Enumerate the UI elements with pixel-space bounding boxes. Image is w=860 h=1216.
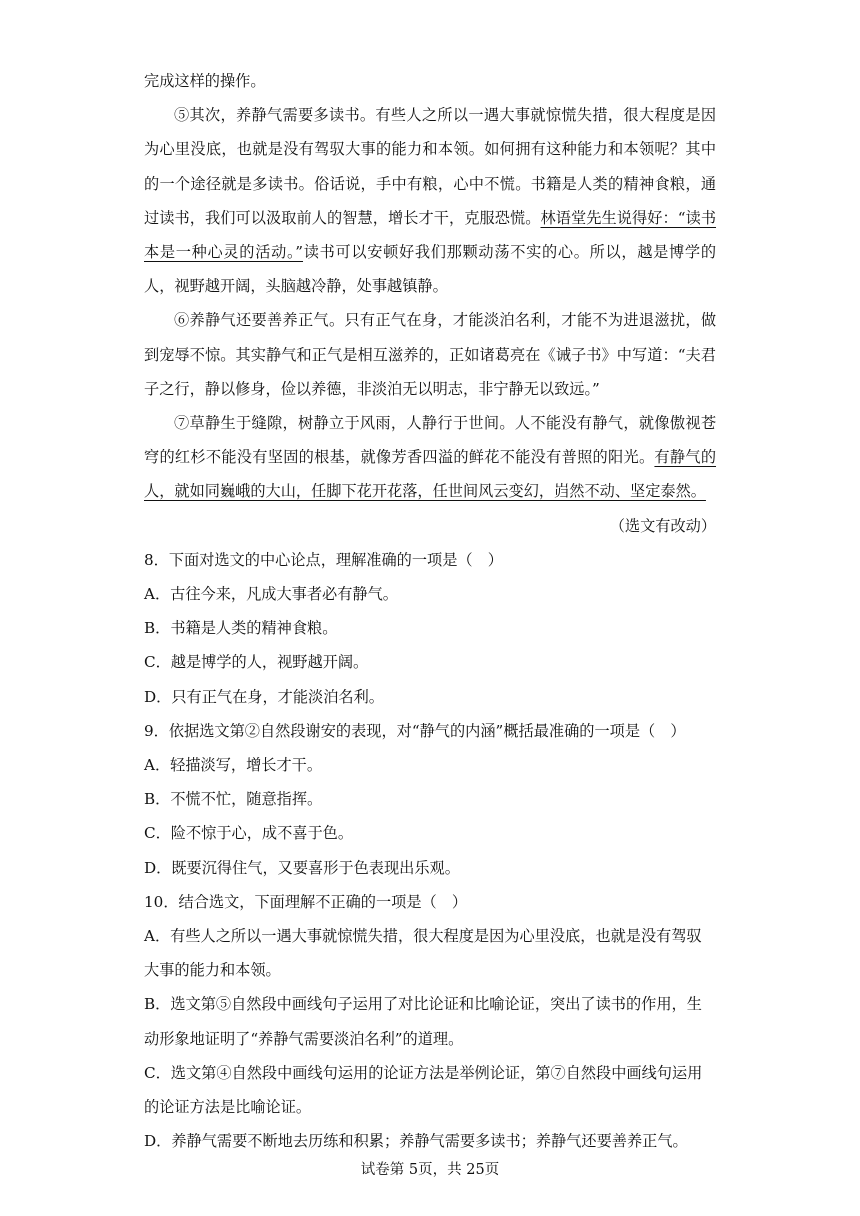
page-footer: 试卷第 5页，共 25页 bbox=[360, 1162, 500, 1178]
continued-line: 完成这样的操作。 bbox=[144, 72, 266, 90]
question-9 bbox=[144, 714, 716, 885]
paragraph-5-text-end: 读书可以安顿好我们那颗动荡不实的心。所以，越是博学的人，视野越开阔，头脑越冷静，处事越镇静。 bbox=[144, 243, 717, 296]
question-10 bbox=[144, 885, 716, 1159]
question-8 bbox=[144, 543, 716, 714]
question-10-option-a: A．有些人之所以一遇大事就惊慌失措，很大程度是因为心里没底，也就是没有驾驭大事的能力和本领。 bbox=[144, 927, 702, 980]
question-8-option-d: D．只有正气在身，才能淡泊名利。 bbox=[144, 687, 384, 706]
paragraph-6: ⑥养静气还要善养正气。只有正气在身，才能淡泊名利，才能不为进退滋扰，做到宠辱不惊。其实静气和正气是相互滋养的，正如诸葛亮在《诫子书》中写道：“夫君子之行，静以修身，俭以养德，非淡泊无以明志，非宁静无以致远。” bbox=[144, 311, 716, 398]
question-9-option-a: A．轻描淡写，增长才干。 bbox=[144, 756, 323, 775]
question-9-stem: 9．依据选文第②自然段谢安的表现，对“静气的内涵”概括最准确的一项是（ ） bbox=[144, 721, 686, 740]
question-10-stem: 10．结合选文，下面理解不正确的一项是（ ） bbox=[144, 892, 468, 911]
question-10-option-b: B．选文第⑤自然段中画线句子运用了对比论证和比喻论证，突出了读书的作用，生动形象地证明了“养静气需要淡泊名利”的道理。 bbox=[144, 995, 702, 1048]
question-9-option-d: D．既要沉得住气，又要喜形于色表现出乐观。 bbox=[144, 858, 460, 877]
question-8-option-c: C．越是博学的人，视野越开阔。 bbox=[144, 653, 369, 672]
source-note: （选文有改动） bbox=[609, 516, 716, 535]
question-8-stem: 8．下面对选文的中心论点，理解准确的一项是（ ） bbox=[144, 550, 503, 569]
paragraph-7-text: ⑦草静生于缝隙，树静立于风雨，人静行于世间。人不能没有静气，就像傲视苍穹的红杉不能没有坚固的根基，就像芳香四溢的鲜花不能没有普照的阳光。 bbox=[144, 414, 716, 467]
paragraph-5 bbox=[144, 98, 716, 303]
paragraph-7-underlined-sentence: 有静气的人，就如同巍峨的大山，任脚下花开花落，任世间风云变幻，岿然不动、坚定泰然。 bbox=[144, 448, 717, 501]
question-9-option-c: C．险不惊于心，成不喜于色。 bbox=[144, 824, 354, 843]
question-10-option-c: C．选文第④自然段中画线句运用的论证方法是举例论证，第⑦自然段中画线句运用的论证方法是比喻论证。 bbox=[144, 1063, 703, 1117]
question-8-option-a: A．古往今来，凡成大事者必有静气。 bbox=[144, 585, 398, 604]
paragraph-5-underlined-quote: 林语堂先生说得好：“读书本是一种心灵的活动。” bbox=[144, 208, 717, 262]
paragraph-7 bbox=[144, 406, 716, 509]
question-10-option-d: D．养静气需要不断地去历练和积累；养静气需要多读书；养静气还要善养正气。 bbox=[144, 1132, 688, 1151]
paragraph-5-text: ⑤其次，养静气需要多读书。有些人之所以一遇大事就惊慌失措，很大程度是因为心里没底，也就是没有驾驭大事的能力和本领。如何拥有这种能力和本领呢？其中的一个途径就是多读书。俗话说，手中有粮，心中不慌。书籍是人类的精神食粮，通过读书，我们可以汲取前人的智慧，增长才干，克服恐慌。 bbox=[144, 106, 716, 227]
question-9-option-b: B．不慌不忙，随意指挥。 bbox=[144, 790, 323, 809]
question-8-option-b: B．书籍是人类的精神食粮。 bbox=[144, 619, 338, 638]
